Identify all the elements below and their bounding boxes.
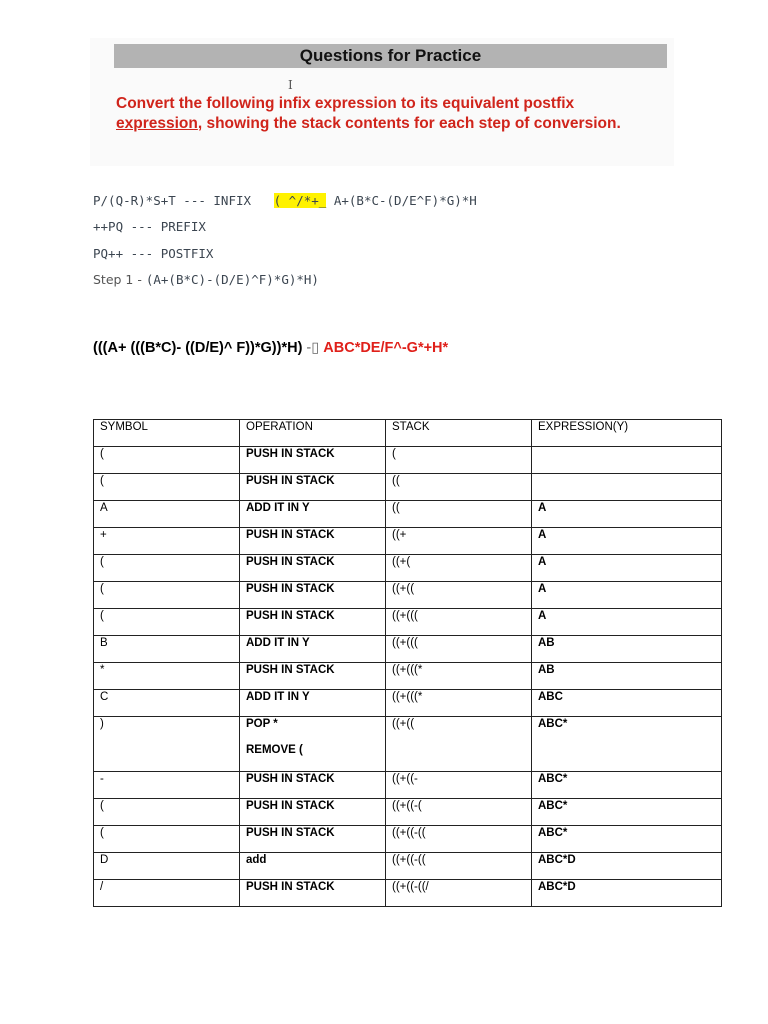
operation-cell-text-2: REMOVE ( <box>246 744 303 756</box>
expression-cell <box>532 582 722 609</box>
stack-cell-text: ((+(( <box>392 718 415 730</box>
arrow-icon: -▯ <box>302 340 324 356</box>
expression-cell <box>532 501 722 528</box>
stack-cell <box>386 582 532 609</box>
operation-cell <box>240 636 386 663</box>
expression-cell-text: ABC* <box>538 800 568 812</box>
symbol-cell <box>94 690 240 717</box>
stack-cell-text: ((+(( <box>392 583 415 595</box>
stack-cell <box>386 717 532 772</box>
table-header-row <box>94 420 722 447</box>
expression-cell <box>532 528 722 555</box>
banner-instruction <box>116 94 656 134</box>
symbol-cell-text: / <box>100 881 104 893</box>
symbol-cell <box>94 853 240 880</box>
expression-cell <box>532 663 722 690</box>
operation-cell-text: add <box>246 854 267 866</box>
stack-cell <box>386 528 532 555</box>
stack-cell-text: ((+((- <box>392 773 418 785</box>
table-row <box>94 717 722 772</box>
operation-cell <box>240 474 386 501</box>
expression-cell-text: ABC <box>538 691 563 703</box>
header-expression: EXPRESSION(Y) <box>532 420 722 447</box>
stack-cell <box>386 799 532 826</box>
expression-cell <box>532 690 722 717</box>
stack-cell-text: (( <box>392 475 400 487</box>
symbol-cell <box>94 636 240 663</box>
operation-cell <box>240 663 386 690</box>
expression-cell-text: AB <box>538 664 555 676</box>
table-row <box>94 474 722 501</box>
stack-cell-text: ( <box>392 448 396 460</box>
expression-cell-text: ABC*D <box>538 881 576 893</box>
stack-cell <box>386 853 532 880</box>
symbol-cell <box>94 474 240 501</box>
stack-cell <box>386 826 532 853</box>
operation-cell-text: POP * <box>246 718 278 730</box>
stack-cell-text: ((+((-(( <box>392 827 426 839</box>
stack-cell <box>386 555 532 582</box>
practice-banner <box>90 38 674 166</box>
symbol-cell-text: - <box>100 773 104 785</box>
table-row <box>94 663 722 690</box>
symbol-cell <box>94 772 240 799</box>
expression-cell <box>532 474 722 501</box>
stack-cell <box>386 880 532 907</box>
symbol-cell-text: ( <box>100 800 104 812</box>
operation-cell <box>240 447 386 474</box>
table-row <box>94 772 722 799</box>
table-row <box>94 609 722 636</box>
symbol-cell-text: ( <box>100 475 104 487</box>
operation-cell-text: PUSH IN STACK <box>246 556 335 568</box>
stack-cell-text: ((+((-(( <box>392 854 426 866</box>
symbol-cell-text: ( <box>100 610 104 622</box>
symbol-cell <box>94 447 240 474</box>
expression-cell <box>532 447 722 474</box>
stack-cell-text: ((+((-( <box>392 800 422 812</box>
operation-cell <box>240 528 386 555</box>
instruction-part1: Convert the following infix expression to its equivalent postfix <box>116 95 575 112</box>
table-row <box>94 636 722 663</box>
step-label: Step 1 - <box>93 272 146 287</box>
table-row <box>94 447 722 474</box>
step-line <box>93 272 319 287</box>
stack-cell-text: ((+(((* <box>392 664 423 676</box>
expression-cell <box>532 609 722 636</box>
symbol-cell <box>94 880 240 907</box>
infix-expression: (((A+ (((B*C)- ((D/E)^ F))*G))*H) <box>93 340 303 356</box>
expression-cell <box>532 880 722 907</box>
infix-line-prefix: P/(Q-R)*S+T --- INFIX <box>93 193 274 208</box>
operation-cell-text: PUSH IN STACK <box>246 448 335 460</box>
expression-cell <box>532 772 722 799</box>
operation-cell-text: PUSH IN STACK <box>246 610 335 622</box>
text-cursor-icon: I <box>288 78 293 92</box>
operation-cell <box>240 501 386 528</box>
instruction-underlined: expression <box>116 115 198 132</box>
symbol-cell-text: ( <box>100 448 104 460</box>
header-symbol: SYMBOL <box>94 420 240 447</box>
expression-cell-text: A <box>538 583 547 595</box>
operation-cell-text: ADD IT IN Y <box>246 637 310 649</box>
symbol-cell-text: ( <box>100 583 104 595</box>
symbol-cell-text: + <box>100 529 107 541</box>
expression-cell-text: ABC* <box>538 827 568 839</box>
operation-cell <box>240 826 386 853</box>
expression-cell-text: ABC* <box>538 718 568 730</box>
instruction-part2: , showing the stack contents for each step of conversion. <box>197 115 621 132</box>
symbol-cell-text: ) <box>100 718 104 730</box>
table-row <box>94 853 722 880</box>
table-row <box>94 826 722 853</box>
step-expression: (A+(B*C)-(D/E)^F)*G)*H) <box>145 272 319 287</box>
prefix-line: ++PQ --- PREFIX <box>93 219 206 234</box>
table-row <box>94 555 722 582</box>
operation-cell-text: PUSH IN STACK <box>246 664 335 676</box>
operation-cell-text: PUSH IN STACK <box>246 800 335 812</box>
operation-cell <box>240 717 386 772</box>
expression-cell <box>532 799 722 826</box>
operation-cell-text: ADD IT IN Y <box>246 691 310 703</box>
operation-cell <box>240 609 386 636</box>
symbol-cell <box>94 609 240 636</box>
stack-cell <box>386 447 532 474</box>
symbol-cell <box>94 582 240 609</box>
operation-cell <box>240 772 386 799</box>
banner-title: Questions for Practice <box>114 44 667 68</box>
stack-cell-text: (( <box>392 502 400 514</box>
operation-cell <box>240 853 386 880</box>
table-row <box>94 880 722 907</box>
symbol-cell-text: C <box>100 691 109 703</box>
symbol-cell-text: ( <box>100 556 104 568</box>
stack-cell-text: ((+ <box>392 529 407 541</box>
table-row <box>94 528 722 555</box>
stack-cell <box>386 690 532 717</box>
table-row <box>94 582 722 609</box>
conversion-table <box>93 419 722 907</box>
stack-cell-text: ((+((( <box>392 637 418 649</box>
operation-cell-text: PUSH IN STACK <box>246 881 335 893</box>
postfix-answer: ABC*DE/F^-G*+H* <box>323 340 449 356</box>
operation-cell <box>240 799 386 826</box>
stack-cell <box>386 636 532 663</box>
operation-cell-text: PUSH IN STACK <box>246 773 335 785</box>
operation-cell-text: ADD IT IN Y <box>246 502 310 514</box>
symbol-cell <box>94 717 240 772</box>
conversion-summary <box>93 340 448 356</box>
operation-cell-text: PUSH IN STACK <box>246 583 335 595</box>
symbol-cell <box>94 501 240 528</box>
stack-cell-text: ((+(((* <box>392 691 423 703</box>
symbol-cell-text: ( <box>100 827 104 839</box>
expression-cell-text: A <box>538 556 547 568</box>
symbol-cell <box>94 555 240 582</box>
symbol-cell-text: D <box>100 854 109 866</box>
operation-cell <box>240 582 386 609</box>
stack-cell <box>386 609 532 636</box>
stack-cell <box>386 501 532 528</box>
expression-cell-text: A <box>538 529 547 541</box>
stack-cell <box>386 772 532 799</box>
expression-cell <box>532 636 722 663</box>
operation-cell <box>240 555 386 582</box>
operation-cell-text: PUSH IN STACK <box>246 529 335 541</box>
symbol-cell-text: A <box>100 502 108 514</box>
expression-cell-text: AB <box>538 637 555 649</box>
expression-cell <box>532 555 722 582</box>
table-row <box>94 501 722 528</box>
stack-cell-text: ((+( <box>392 556 411 568</box>
header-stack: STACK <box>386 420 532 447</box>
operation-cell-text: PUSH IN STACK <box>246 475 335 487</box>
stack-cell <box>386 474 532 501</box>
expression-cell-text: A <box>538 610 547 622</box>
expression-cell-text: A <box>538 502 547 514</box>
expression-cell <box>532 717 722 772</box>
symbol-cell <box>94 528 240 555</box>
operation-cell-text: PUSH IN STACK <box>246 827 335 839</box>
stack-cell-text: ((+((-((/ <box>392 881 429 893</box>
infix-highlight: ( ^/*+_ <box>273 193 327 208</box>
header-operation: OPERATION <box>240 420 386 447</box>
postfix-line: PQ++ --- POSTFIX <box>93 246 214 261</box>
table-row <box>94 799 722 826</box>
expression-cell-text: ABC*D <box>538 854 576 866</box>
expression-cell <box>532 853 722 880</box>
symbol-cell <box>94 826 240 853</box>
infix-line-suffix: A+(B*C-(D/E^F)*G)*H <box>326 193 477 208</box>
symbol-cell <box>94 799 240 826</box>
infix-line <box>93 193 477 208</box>
expression-cell <box>532 826 722 853</box>
operation-cell <box>240 690 386 717</box>
operation-cell <box>240 880 386 907</box>
symbol-cell-text: * <box>100 664 105 676</box>
stack-cell-text: ((+((( <box>392 610 418 622</box>
table-row <box>94 690 722 717</box>
symbol-cell <box>94 663 240 690</box>
symbol-cell-text: B <box>100 637 108 649</box>
stack-cell <box>386 663 532 690</box>
expression-cell-text: ABC* <box>538 773 568 785</box>
